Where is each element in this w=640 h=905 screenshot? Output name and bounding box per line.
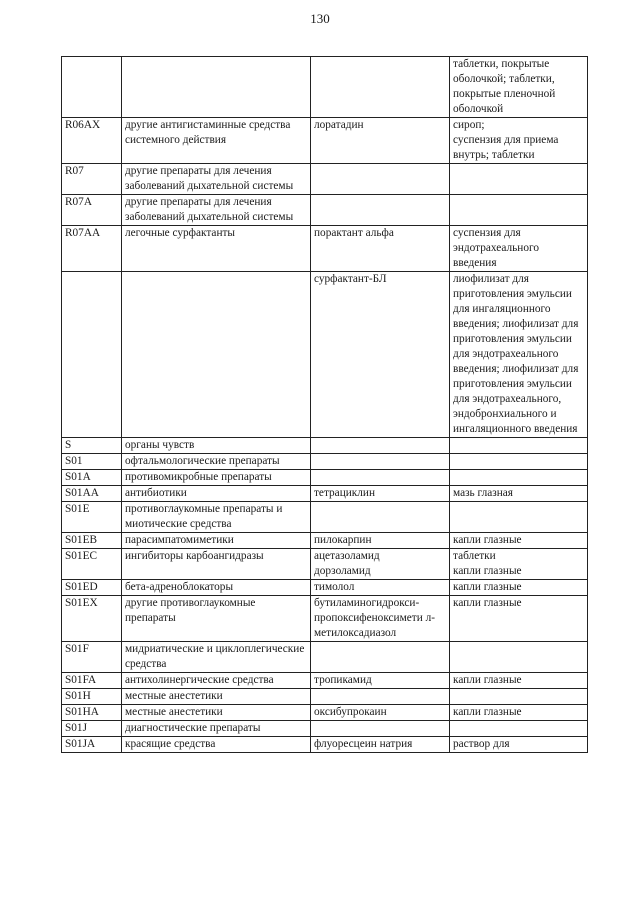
atc-code-cell: S01JA bbox=[62, 737, 122, 753]
group-name-cell: другие препараты для лечения заболеваний дыхательной системы bbox=[122, 195, 311, 226]
group-name-cell: противомикробные препараты bbox=[122, 470, 311, 486]
dosage-form-cell: капли глазные bbox=[450, 705, 588, 721]
atc-code-cell: S01EB bbox=[62, 533, 122, 549]
atc-code-cell: S01AA bbox=[62, 486, 122, 502]
group-name-cell: мидриатические и циклоплегические средства bbox=[122, 642, 311, 673]
group-name-cell: местные анестетики bbox=[122, 689, 311, 705]
group-name-cell: легочные сурфактанты bbox=[122, 226, 311, 272]
atc-code-cell: S01EX bbox=[62, 596, 122, 642]
dosage-form-cell: капли глазные bbox=[450, 596, 588, 642]
group-name-cell bbox=[122, 57, 311, 118]
atc-code-cell: R07 bbox=[62, 164, 122, 195]
group-name-cell: другие антигистаминные средства системного действия bbox=[122, 118, 311, 164]
atc-code-cell bbox=[62, 272, 122, 438]
table-row bbox=[62, 57, 588, 118]
atc-code-cell: S bbox=[62, 438, 122, 454]
drug-table bbox=[61, 56, 588, 753]
substance-cell bbox=[311, 195, 450, 226]
table-row bbox=[62, 705, 588, 721]
substance-cell: оксибупрокаин bbox=[311, 705, 450, 721]
substance-cell bbox=[311, 164, 450, 195]
dosage-form-cell: капли глазные bbox=[450, 580, 588, 596]
atc-code-cell: R07A bbox=[62, 195, 122, 226]
group-name-cell bbox=[122, 272, 311, 438]
table-row bbox=[62, 737, 588, 753]
dosage-form-cell bbox=[450, 470, 588, 486]
dosage-form-cell: капли глазные bbox=[450, 673, 588, 689]
group-name-cell: местные анестетики bbox=[122, 705, 311, 721]
atc-code-cell: S01E bbox=[62, 502, 122, 533]
table-row bbox=[62, 580, 588, 596]
table-row bbox=[62, 195, 588, 226]
substance-cell: сурфактант-БЛ bbox=[311, 272, 450, 438]
substance-cell: тетрациклин bbox=[311, 486, 450, 502]
dosage-form-cell: сироп; суспензия для приема внутрь; таблетки bbox=[450, 118, 588, 164]
table-row bbox=[62, 486, 588, 502]
dosage-form-cell: мазь глазная bbox=[450, 486, 588, 502]
group-name-cell: бета-адреноблокаторы bbox=[122, 580, 311, 596]
table-row bbox=[62, 226, 588, 272]
atc-code-cell: S01H bbox=[62, 689, 122, 705]
table-row bbox=[62, 721, 588, 737]
group-name-cell: парасимпатомиметики bbox=[122, 533, 311, 549]
dosage-form-cell bbox=[450, 438, 588, 454]
dosage-form-cell: суспензия для эндотрахеального введения bbox=[450, 226, 588, 272]
group-name-cell: ингибиторы карбоангидразы bbox=[122, 549, 311, 580]
group-name-cell: другие противоглаукомные препараты bbox=[122, 596, 311, 642]
dosage-form-cell bbox=[450, 689, 588, 705]
atc-code-cell: R06AX bbox=[62, 118, 122, 164]
atc-code-cell: S01J bbox=[62, 721, 122, 737]
group-name-cell: антибиотики bbox=[122, 486, 311, 502]
dosage-form-cell: лиофилизат для приготовления эмульсии для ингаляционного введения; лиофилизат для приготовления эмульсии для эндотрахеального введения; лиофилизат для приготовления эмульсии для эндотрахеального, эндобронхиального и ингаляционного введения bbox=[450, 272, 588, 438]
substance-cell bbox=[311, 642, 450, 673]
group-name-cell: антихолинергические средства bbox=[122, 673, 311, 689]
table-row bbox=[62, 272, 588, 438]
dosage-form-cell: таблетки капли глазные bbox=[450, 549, 588, 580]
table-row bbox=[62, 438, 588, 454]
atc-code-cell: S01A bbox=[62, 470, 122, 486]
table-row bbox=[62, 642, 588, 673]
substance-cell bbox=[311, 438, 450, 454]
substance-cell: порактант альфа bbox=[311, 226, 450, 272]
dosage-form-cell: капли глазные bbox=[450, 533, 588, 549]
atc-code-cell: S01EC bbox=[62, 549, 122, 580]
substance-cell bbox=[311, 57, 450, 118]
atc-code-cell: S01 bbox=[62, 454, 122, 470]
dosage-form-cell bbox=[450, 502, 588, 533]
group-name-cell: противоглаукомные препараты и миотические средства bbox=[122, 502, 311, 533]
substance-cell bbox=[311, 689, 450, 705]
dosage-form-cell bbox=[450, 721, 588, 737]
substance-cell: бутиламиногидрокси-пропоксифеноксимети л-метилоксадиазол bbox=[311, 596, 450, 642]
table-row bbox=[62, 454, 588, 470]
substance-cell bbox=[311, 470, 450, 486]
substance-cell: пилокарпин bbox=[311, 533, 450, 549]
table-row bbox=[62, 549, 588, 580]
atc-code-cell: S01ED bbox=[62, 580, 122, 596]
drug-table-body bbox=[62, 57, 588, 753]
substance-cell bbox=[311, 502, 450, 533]
substance-cell: тимолол bbox=[311, 580, 450, 596]
substance-cell: флуоресцеин натрия bbox=[311, 737, 450, 753]
group-name-cell: диагностические препараты bbox=[122, 721, 311, 737]
atc-code-cell: R07AA bbox=[62, 226, 122, 272]
table-row bbox=[62, 596, 588, 642]
atc-code-cell bbox=[62, 57, 122, 118]
substance-cell: лоратадин bbox=[311, 118, 450, 164]
group-name-cell: офтальмологические препараты bbox=[122, 454, 311, 470]
atc-code-cell: S01F bbox=[62, 642, 122, 673]
atc-code-cell: S01HA bbox=[62, 705, 122, 721]
page-number: 130 bbox=[310, 11, 330, 26]
dosage-form-cell bbox=[450, 454, 588, 470]
table-row bbox=[62, 118, 588, 164]
group-name-cell: другие препараты для лечения заболеваний дыхательной системы bbox=[122, 164, 311, 195]
dosage-form-cell bbox=[450, 195, 588, 226]
substance-cell: тропикамид bbox=[311, 673, 450, 689]
table-row bbox=[62, 673, 588, 689]
table-row bbox=[62, 470, 588, 486]
dosage-form-cell bbox=[450, 164, 588, 195]
group-name-cell: органы чувств bbox=[122, 438, 311, 454]
table-row bbox=[62, 533, 588, 549]
dosage-form-cell bbox=[450, 642, 588, 673]
dosage-form-cell: раствор для bbox=[450, 737, 588, 753]
group-name-cell: красящие средства bbox=[122, 737, 311, 753]
atc-code-cell: S01FA bbox=[62, 673, 122, 689]
table-row bbox=[62, 502, 588, 533]
substance-cell bbox=[311, 454, 450, 470]
dosage-form-cell: таблетки, покрытые оболочкой; таблетки, покрытые пленочной оболочкой bbox=[450, 57, 588, 118]
table-row bbox=[62, 689, 588, 705]
substance-cell bbox=[311, 721, 450, 737]
substance-cell: ацетазоламид дорзоламид bbox=[311, 549, 450, 580]
table-row bbox=[62, 164, 588, 195]
